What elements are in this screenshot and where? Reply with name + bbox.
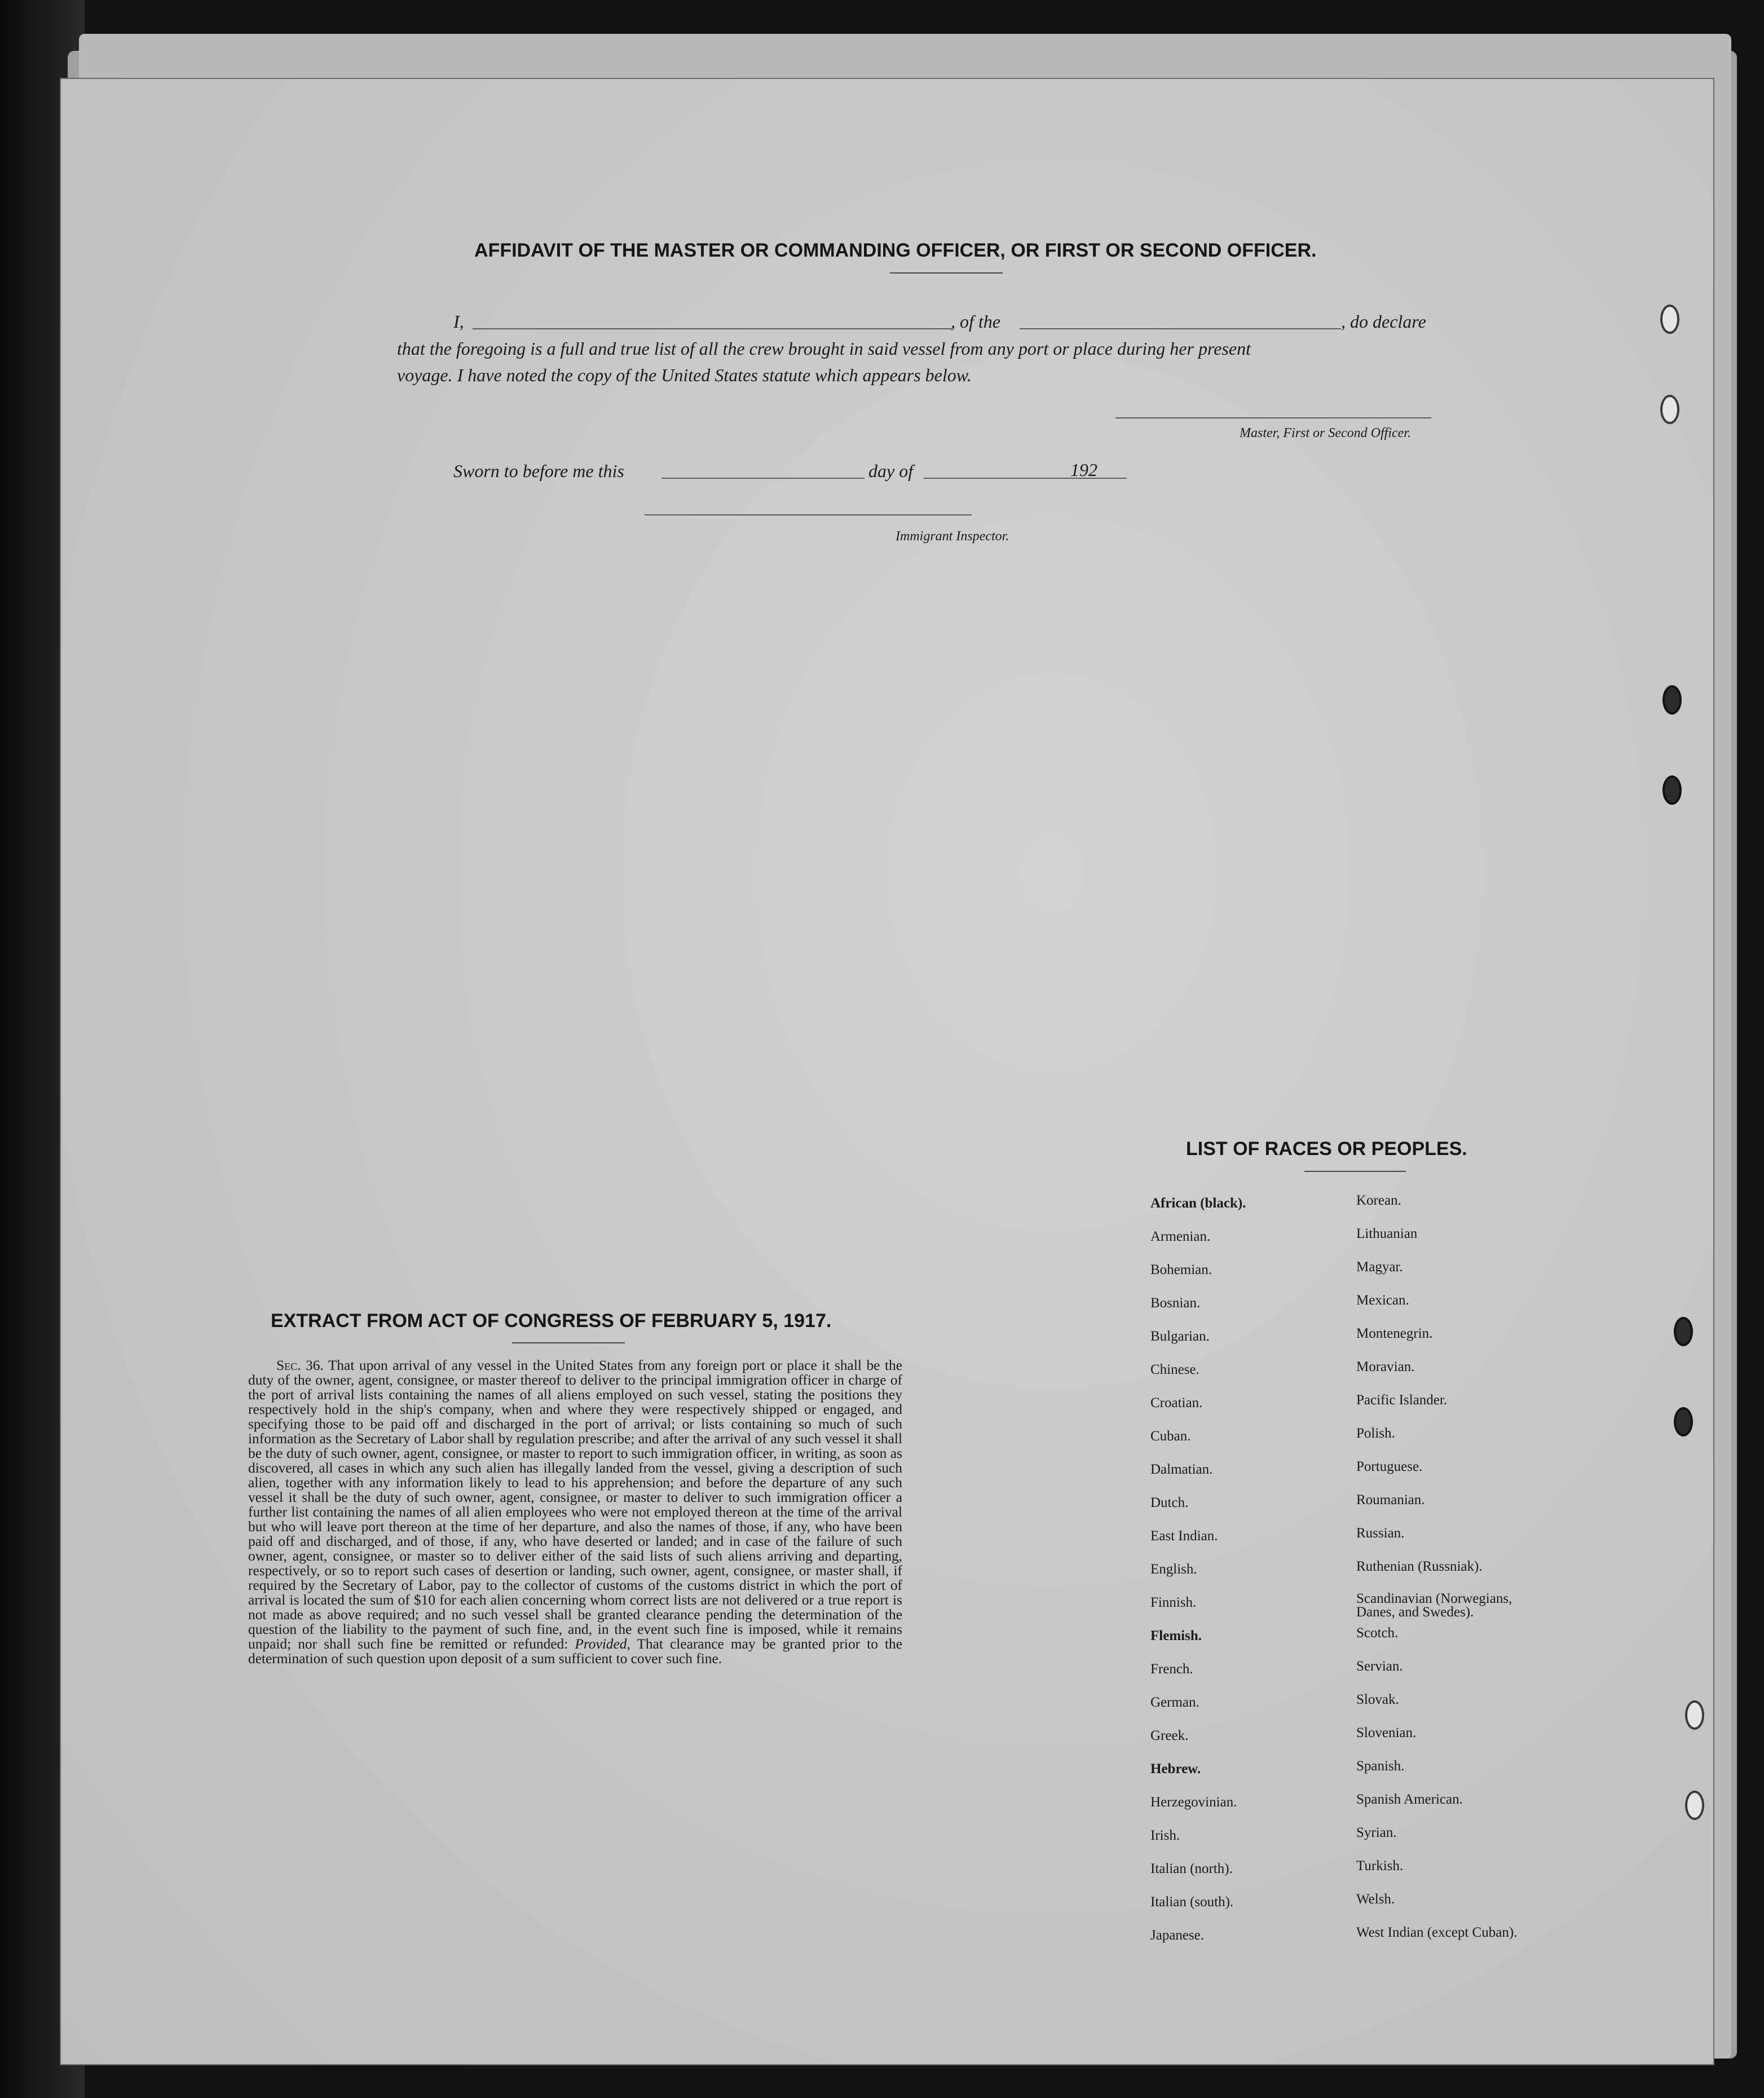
race-item: Armenian. xyxy=(1150,1229,1211,1244)
race-item: Turkish. xyxy=(1356,1858,1404,1874)
punch-hole xyxy=(1660,305,1679,334)
race-item: Italian (south). xyxy=(1150,1894,1234,1910)
punch-hole xyxy=(1674,1407,1693,1436)
race-item: Italian (north). xyxy=(1150,1861,1233,1876)
master-name-line xyxy=(473,328,952,329)
race-item: Lithuanian xyxy=(1356,1226,1418,1241)
sworn-prefix: Sworn to before me this xyxy=(453,461,624,481)
vessel-name-line xyxy=(1020,328,1341,329)
race-item: Finnish. xyxy=(1150,1595,1197,1610)
race-item: Slovenian. xyxy=(1356,1725,1417,1740)
extract-body xyxy=(248,1358,902,1666)
race-item: Welsh. xyxy=(1356,1892,1395,1907)
races-list xyxy=(1150,1193,1658,1985)
race-item: Polish. xyxy=(1356,1426,1395,1441)
inspector-line xyxy=(645,514,972,515)
race-item: Japanese. xyxy=(1150,1928,1205,1943)
extract-title: EXTRACT FROM ACT OF CONGRESS OF FEBRUARY 5, 1917. xyxy=(271,1310,832,1332)
race-item: Bosnian. xyxy=(1150,1295,1201,1311)
races-title-rule xyxy=(1304,1171,1406,1172)
sworn-day-of: day of xyxy=(868,461,914,481)
race-item: Dutch. xyxy=(1150,1495,1189,1510)
affidavit-do-declare: , do declare xyxy=(1341,311,1426,332)
race-item: Montenegrin. xyxy=(1356,1326,1433,1341)
affidavit-title: AFFIDAVIT OF THE MASTER OR COMMANDING OFFICER, OR FIRST OR SECOND OFFICER. xyxy=(474,240,1317,261)
extract-title-rule xyxy=(512,1342,625,1343)
punch-hole xyxy=(1662,685,1682,715)
affidavit-title-rule xyxy=(890,272,1003,274)
extract-text: That upon arrival of any vessel in the United States from any foreign port or place it shall be the duty of the owner, agent, consignee, or master thereof to deliver to the principal immigration officer in charge of the port of arrival lists containing the names of all aliens employed on such vessel, stating the positions they respectively hold in the ship's company, when and where they were respectively shipped or engaged, and specifying those to be paid off and discharged in the port of arrival; or lists containing so much of such information as the Secretary of Labor shall by regulation prescribe; and after the arrival of any such vessel it shall be the duty of such owner, agent, consignee, or master to report to such immigration officer, in writing, as soon as discovered, all cases in which any such alien has illegally landed from the vessel, giving a description of such alien, together with any information likely to lead to his apprehension; and before the departure of any such vessel it shall be the duty of such owner, agent, consignee, or master to deliver to such immigration officer a further list containing the names of all alien employees who were not employed thereon at the time of the arrival but who will leave port thereon at the time of her departure, and also the names of those, if any, who have been paid off and discharged, and of those, if any, who have deserted or landed; and in case of the failure of such owner, agent, consignee, or master so to deliver either of the said lists of such aliens arriving and departing, respectively, or so to report such cases of desertion or landing, such owner, agent, consignee, or master shall, if required by the Secretary of Labor, pay to the collector of customs of the customs district in which the port of arrival is located the sum of $10 for each alien concerning whom correct lists are not delivered or a true report is not made as above required; and no such vessel shall be granted clearance pending the determination of the question of the liability to the payment of such fine, and, in the event such fine is imposed, while it remains unpaid; nor shall such fine be remitted or refunded: xyxy=(248,1357,902,1652)
race-item: Spanish. xyxy=(1356,1758,1405,1774)
race-item: Hebrew. xyxy=(1150,1761,1201,1777)
race-item: Dalmatian. xyxy=(1150,1462,1213,1477)
race-item: Bulgarian. xyxy=(1150,1329,1210,1344)
race-item: Mexican. xyxy=(1356,1293,1409,1308)
race-item: French. xyxy=(1150,1661,1193,1677)
race-item: Korean. xyxy=(1356,1193,1401,1208)
race-item: Chinese. xyxy=(1150,1362,1199,1377)
sworn-day-line xyxy=(662,478,865,479)
race-item: Spanish American. xyxy=(1356,1792,1463,1807)
race-item: Magyar. xyxy=(1356,1259,1403,1275)
race-item: East Indian. xyxy=(1150,1528,1218,1544)
races-title: LIST OF RACES OR PEOPLES. xyxy=(1186,1138,1467,1160)
bleed-through-text xyxy=(275,276,1657,310)
race-item: Servian. xyxy=(1356,1659,1403,1674)
signature-label: Master, First or Second Officer. xyxy=(1240,426,1411,440)
punch-hole xyxy=(1685,1791,1704,1820)
punch-hole xyxy=(1674,1317,1693,1346)
affidavit-line2: that the foregoing is a full and true list of all the crew brought in said vessel from any port or place during her present xyxy=(397,338,1251,359)
race-item: Herzegovinian. xyxy=(1150,1795,1237,1810)
race-item: Bohemian. xyxy=(1150,1262,1212,1277)
race-item: Greek. xyxy=(1150,1728,1189,1743)
punch-hole xyxy=(1660,395,1679,424)
sworn-year: 192 xyxy=(1070,460,1097,480)
document-page xyxy=(61,79,1713,2064)
race-item: African (black). xyxy=(1150,1196,1246,1211)
inspector-label: Immigrant Inspector. xyxy=(896,529,1009,544)
race-item: Portuguese. xyxy=(1356,1459,1423,1474)
race-item: Pacific Islander. xyxy=(1356,1392,1448,1408)
race-item: Scandinavian (Norwegians, Danes, and Swedes). xyxy=(1356,1591,1512,1620)
race-item: Irish. xyxy=(1150,1828,1180,1843)
race-item: English. xyxy=(1150,1562,1197,1577)
race-item: Scotch. xyxy=(1356,1625,1399,1641)
punch-hole xyxy=(1685,1700,1704,1730)
provided-term: Provided, xyxy=(575,1636,630,1652)
section-number: Sec. 36. xyxy=(276,1357,324,1373)
signature-line xyxy=(1115,417,1431,418)
extract-text-end: That clearance may be granted prior to the determination of such question upon deposit of a sum sufficient to cover such fine. xyxy=(248,1636,902,1667)
race-item: West Indian (except Cuban). xyxy=(1356,1925,1518,1940)
race-item: Russian. xyxy=(1356,1526,1405,1541)
race-item: Slovak. xyxy=(1356,1692,1399,1707)
race-item: Croatian. xyxy=(1150,1395,1203,1411)
race-item: Moravian. xyxy=(1356,1359,1415,1374)
affidavit-of-the: , of the xyxy=(951,311,1000,332)
race-item: Cuban. xyxy=(1150,1429,1191,1444)
punch-hole xyxy=(1662,775,1682,805)
race-item: German. xyxy=(1150,1695,1199,1710)
race-item: Flemish. xyxy=(1150,1628,1202,1643)
race-item: Ruthenian (Russniak). xyxy=(1356,1559,1483,1574)
race-item: Syrian. xyxy=(1356,1825,1397,1840)
affidavit-i: I, xyxy=(453,311,464,332)
race-item: Roumanian. xyxy=(1356,1492,1425,1508)
affidavit-line3: voyage. I have noted the copy of the United States statute which appears below. xyxy=(397,365,972,385)
